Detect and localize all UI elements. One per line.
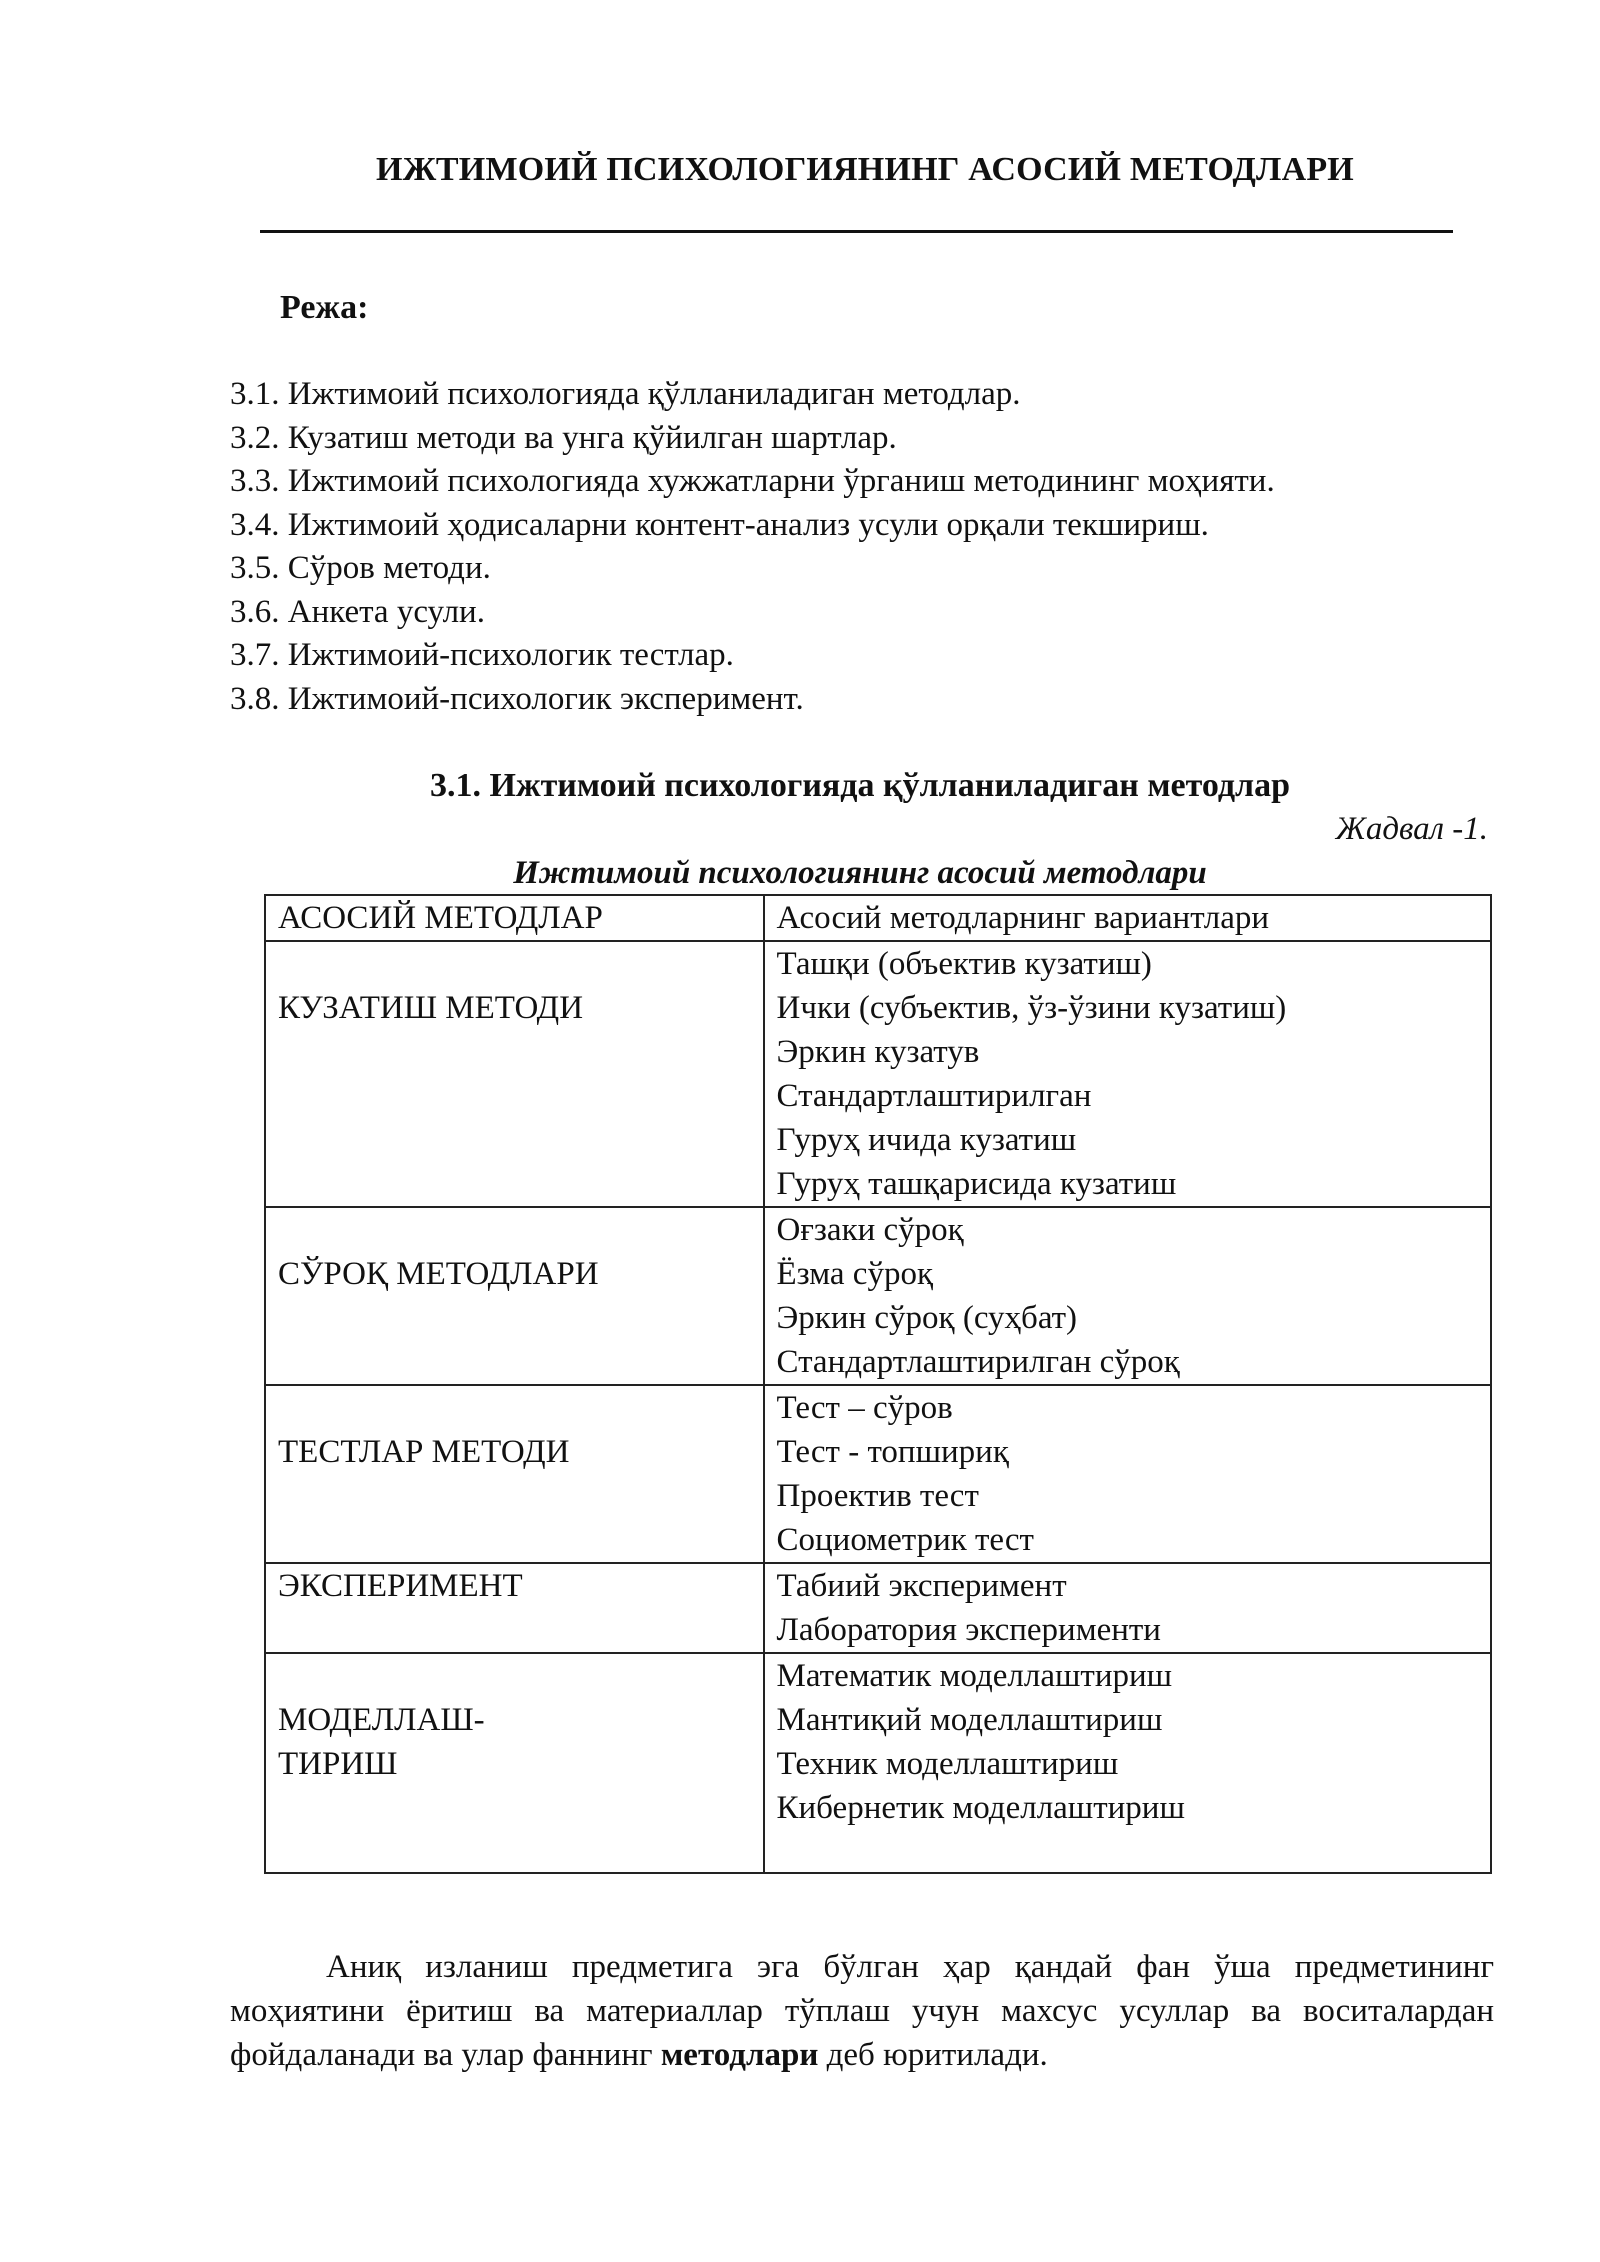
- variant-item: Ёзма сўроқ: [776, 1256, 933, 1292]
- table-row: [265, 1563, 1491, 1653]
- variant-item: Проектив тест: [776, 1478, 979, 1514]
- table-number: Жадвал -1.: [1335, 811, 1488, 847]
- variant-item: Стандартлаштирилган сўроқ: [776, 1344, 1180, 1380]
- variant-item: Гуруҳ ичида кузатиш: [776, 1122, 1077, 1158]
- method-name: ТЕСТЛАР МЕТОДИ: [278, 1434, 570, 1470]
- plan-item: 3.7. Ижтимоий-психологик тестлар.: [230, 637, 734, 673]
- variant-item: Оғзаки сўроқ: [776, 1212, 964, 1248]
- table-header-row: [265, 895, 1491, 941]
- paragraph-text: Аниқ изланиш предметига эга бўлган ҳар қандай фан ўша предметининг моҳиятини ёритиш ва материаллар тўплаш учун махсус усуллар ва воситалардан фойдаланади ва улар фаннинг: [230, 1949, 1494, 2073]
- plan-label: Режа:: [280, 289, 369, 326]
- plan-item: 3.5. Сўров методи.: [230, 550, 491, 586]
- variant-item: Эркин сўроқ (суҳбат): [776, 1300, 1078, 1336]
- method-cell: [265, 1207, 764, 1385]
- variant-item: Техник моделлаштириш: [776, 1746, 1119, 1782]
- plan-list: [230, 373, 1275, 721]
- method-name-line: ТИРИШ: [278, 1746, 398, 1782]
- method-name-line: МОДЕЛЛАШ-: [278, 1702, 485, 1738]
- page-title: ИЖТИМОИЙ ПСИХОЛОГИЯНИНГ АСОСИЙ МЕТОДЛАРИ: [376, 151, 1354, 188]
- plan-item: 3.6. Анкета усули.: [230, 593, 485, 630]
- variants-cell: [764, 1653, 1491, 1873]
- variant-item: Тест - топшириқ: [776, 1434, 1009, 1470]
- variant-item: Ташқи (объектив кузатиш): [776, 946, 1152, 982]
- method-cell: [265, 1563, 764, 1653]
- variants-cell: [764, 1207, 1491, 1385]
- plan-item: 3.8. Ижтимоий-психологик эксперимент.: [230, 680, 804, 717]
- method-name: ЭКСПЕРИМЕНТ: [278, 1568, 523, 1604]
- variants-cell: [764, 941, 1491, 1207]
- method-name: СЎРОҚ МЕТОДЛАРИ: [278, 1256, 599, 1292]
- plan-item: 3.2. Кузатиш методи ва унга қўйилган шартлар.: [230, 419, 897, 456]
- variant-item: Социометрик тест: [776, 1522, 1034, 1558]
- variant-item: Ички (субъектив, ўз-ўзини кузатиш): [776, 990, 1287, 1026]
- variant-item: Стандартлаштирилган: [776, 1078, 1092, 1114]
- table-header-cell: Асосий методларнинг вариантлари: [764, 895, 1491, 941]
- section-heading: 3.1. Ижтимоий психологияда қўлланиладиган методлар: [430, 767, 1291, 804]
- plan-item: 3.1. Ижтимоий психологияда қўлланиладиган методлар.: [230, 376, 1021, 412]
- table-row: [265, 1653, 1491, 1873]
- methods-table: [264, 894, 1492, 1874]
- variant-item: Математик моделлаштириш: [776, 1658, 1173, 1694]
- table-row: [265, 941, 1491, 1207]
- variant-item: Табиий эксперимент: [776, 1568, 1067, 1604]
- table-header-cell: АСОСИЙ МЕТОДЛАР: [265, 895, 764, 941]
- variants-cell: [764, 1563, 1491, 1653]
- plan-item: 3.3. Ижтимоий психологияда хужжатларни ўрганиш методининг моҳияти.: [230, 463, 1275, 499]
- variant-item: Лаборатория эксперименти: [776, 1612, 1161, 1648]
- method-cell: [265, 1653, 764, 1873]
- method-cell: [265, 1385, 764, 1563]
- paragraph-bold-term: методлари: [660, 2037, 819, 2073]
- variant-item: Мантиқий моделлаштириш: [776, 1702, 1163, 1738]
- variant-item: Кибернетик моделлаштириш: [776, 1790, 1185, 1826]
- paragraph-text-end: деб юритилади.: [818, 2037, 1048, 2073]
- method-cell: [265, 941, 764, 1207]
- method-name: КУЗАТИШ МЕТОДИ: [278, 990, 584, 1026]
- variant-item: Тест – сўров: [776, 1390, 953, 1426]
- title-rule: [260, 230, 1453, 233]
- table-row: [265, 1207, 1491, 1385]
- variants-cell: [764, 1385, 1491, 1563]
- variant-item: Эркин кузатув: [776, 1034, 980, 1070]
- table-caption: Ижтимоий психологиянинг асосий методлари: [513, 855, 1207, 891]
- table-row: [265, 1385, 1491, 1563]
- variant-item: Гуруҳ ташқарисида кузатиш: [776, 1166, 1177, 1202]
- plan-item: 3.4. Ижтимоий ҳодисаларни контент-анализ усули орқали текшириш.: [230, 506, 1209, 543]
- body-paragraph: [230, 1945, 1494, 2077]
